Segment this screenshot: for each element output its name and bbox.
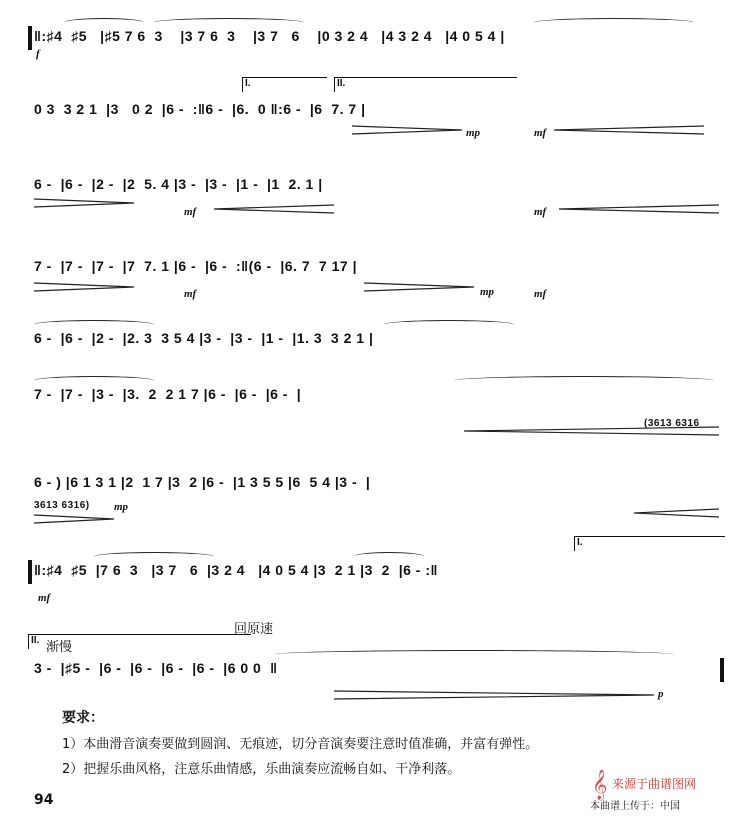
dynamic-mark: mp <box>114 501 129 513</box>
dynamic-mark: p <box>658 688 664 700</box>
dynamic-mark: mf <box>534 206 547 218</box>
notes-row-1: ‖:♯4 ♯5 |♯5 7 6 3 |3 7 6 3 |3 7 6 |0 3 2 4 |4 3 2 4 |4 0 5 4 | <box>34 28 505 44</box>
crescendo-hairpin <box>634 508 719 516</box>
slur <box>64 18 144 27</box>
score-row-5 <box>34 330 724 360</box>
notes-row-5: 6 - |6 - |2 - |2. 3 3 5 4 |3 - |3 - |1 - |1. 3 3 2 1 | <box>34 330 374 346</box>
notes-row-7: 6 - ) |6 1 3 1 |2 1 7 |3 2 |6 - |1 3 5 5 |6 5 4 |3 - | <box>34 474 371 490</box>
watermark-text: 来源于曲谱图网 <box>612 777 697 791</box>
score-row-6 <box>34 386 724 429</box>
slur <box>384 320 514 329</box>
slur <box>154 18 304 27</box>
dynamic-mark: f <box>36 48 40 60</box>
volta-1: I. <box>574 536 725 551</box>
slur <box>34 320 154 329</box>
dynamic-mark: mp <box>480 286 495 298</box>
notes-row-6: 7 - |7 - |3 - |3. 2 2 1 7 |6 - |6 - |6 - | <box>34 386 302 402</box>
decrescendo-hairpin <box>352 125 462 133</box>
crescendo-hairpin <box>214 204 334 212</box>
decrescendo-hairpin <box>34 514 114 522</box>
decrescendo-hairpin <box>334 690 654 698</box>
volta-2: II. <box>334 77 517 92</box>
accompaniment-figure: 3613 6316) <box>34 500 90 511</box>
page-number: 94 <box>34 792 54 808</box>
slur <box>34 376 154 385</box>
decrescendo-hairpin <box>34 282 134 290</box>
dynamic-mark: mf <box>184 206 197 218</box>
dynamic-mark: mf <box>184 288 197 300</box>
repeat-start-bar <box>28 26 32 50</box>
slur <box>94 552 214 561</box>
volta-1: I. <box>242 77 327 92</box>
slur <box>534 18 694 27</box>
tempo-marking-ritardando: 渐慢 <box>46 640 73 655</box>
dynamic-mark: mf <box>534 127 547 139</box>
notes-row-2: 0 3 3 2 1 |3 0 2 |6 - :‖6 - |6. 0 ‖:6 - |6 7. 7 | <box>34 101 366 117</box>
score-row-3 <box>34 176 724 218</box>
slur <box>354 552 424 561</box>
dynamic-mark: mf <box>534 288 547 300</box>
dynamic-mark: mf <box>38 592 51 604</box>
final-barline <box>720 658 724 682</box>
crescendo-hairpin <box>554 125 704 133</box>
notes-row-8: ‖:♯4 ♯5 |7 6 3 |3 7 6 |3 2 4 |4 0 5 4 |3 2 1 |3 2 |6 - :‖ <box>34 562 438 578</box>
repeat-start-bar <box>28 560 32 584</box>
score-row-9 <box>31 622 724 700</box>
score-row-2 <box>34 78 724 139</box>
footer-note: 本曲谱上传于：中国 <box>590 801 680 812</box>
notes-row-4: 7 - |7 - |7 - |7 7. 1 |6 - |6 - :‖(6 - |6. 7 7 17 | <box>34 258 357 274</box>
requirements-heading: 要求： <box>62 710 104 726</box>
requirement-1: 1）本曲滑音演奏要做到圆润、无痕迹，切分音演奏要注意时值准确，并富有弹性。 <box>62 737 539 752</box>
accompaniment-figure: (3613 6316 <box>644 418 700 429</box>
notes-row-9: 3 - |♯5 - |6 - |6 - |6 - |6 - |6 0 0 ‖ <box>34 660 278 676</box>
score-row-8 <box>34 537 724 604</box>
score-row-4 <box>34 258 724 300</box>
decrescendo-hairpin <box>34 198 134 206</box>
dynamic-mark: mp <box>466 127 481 139</box>
slur <box>454 376 714 385</box>
slur <box>274 650 674 659</box>
decrescendo-hairpin <box>364 282 474 290</box>
score-row-7 <box>34 474 724 513</box>
watermark-logo: 𝄞 <box>592 770 608 800</box>
notes-row-3: 6 - |6 - |2 - |2 5. 4 |3 - |3 - |1 - |1 2. 1 | <box>34 176 323 192</box>
tempo-marking-a-tempo: 回原速 <box>234 622 274 637</box>
requirement-2: 2）把握乐曲风格，注意乐曲情感，乐曲演奏应流畅自如、干净利落。 <box>62 762 461 777</box>
crescendo-hairpin <box>559 204 719 212</box>
score-row-1 <box>34 28 724 58</box>
volta-2: II. <box>28 634 251 649</box>
